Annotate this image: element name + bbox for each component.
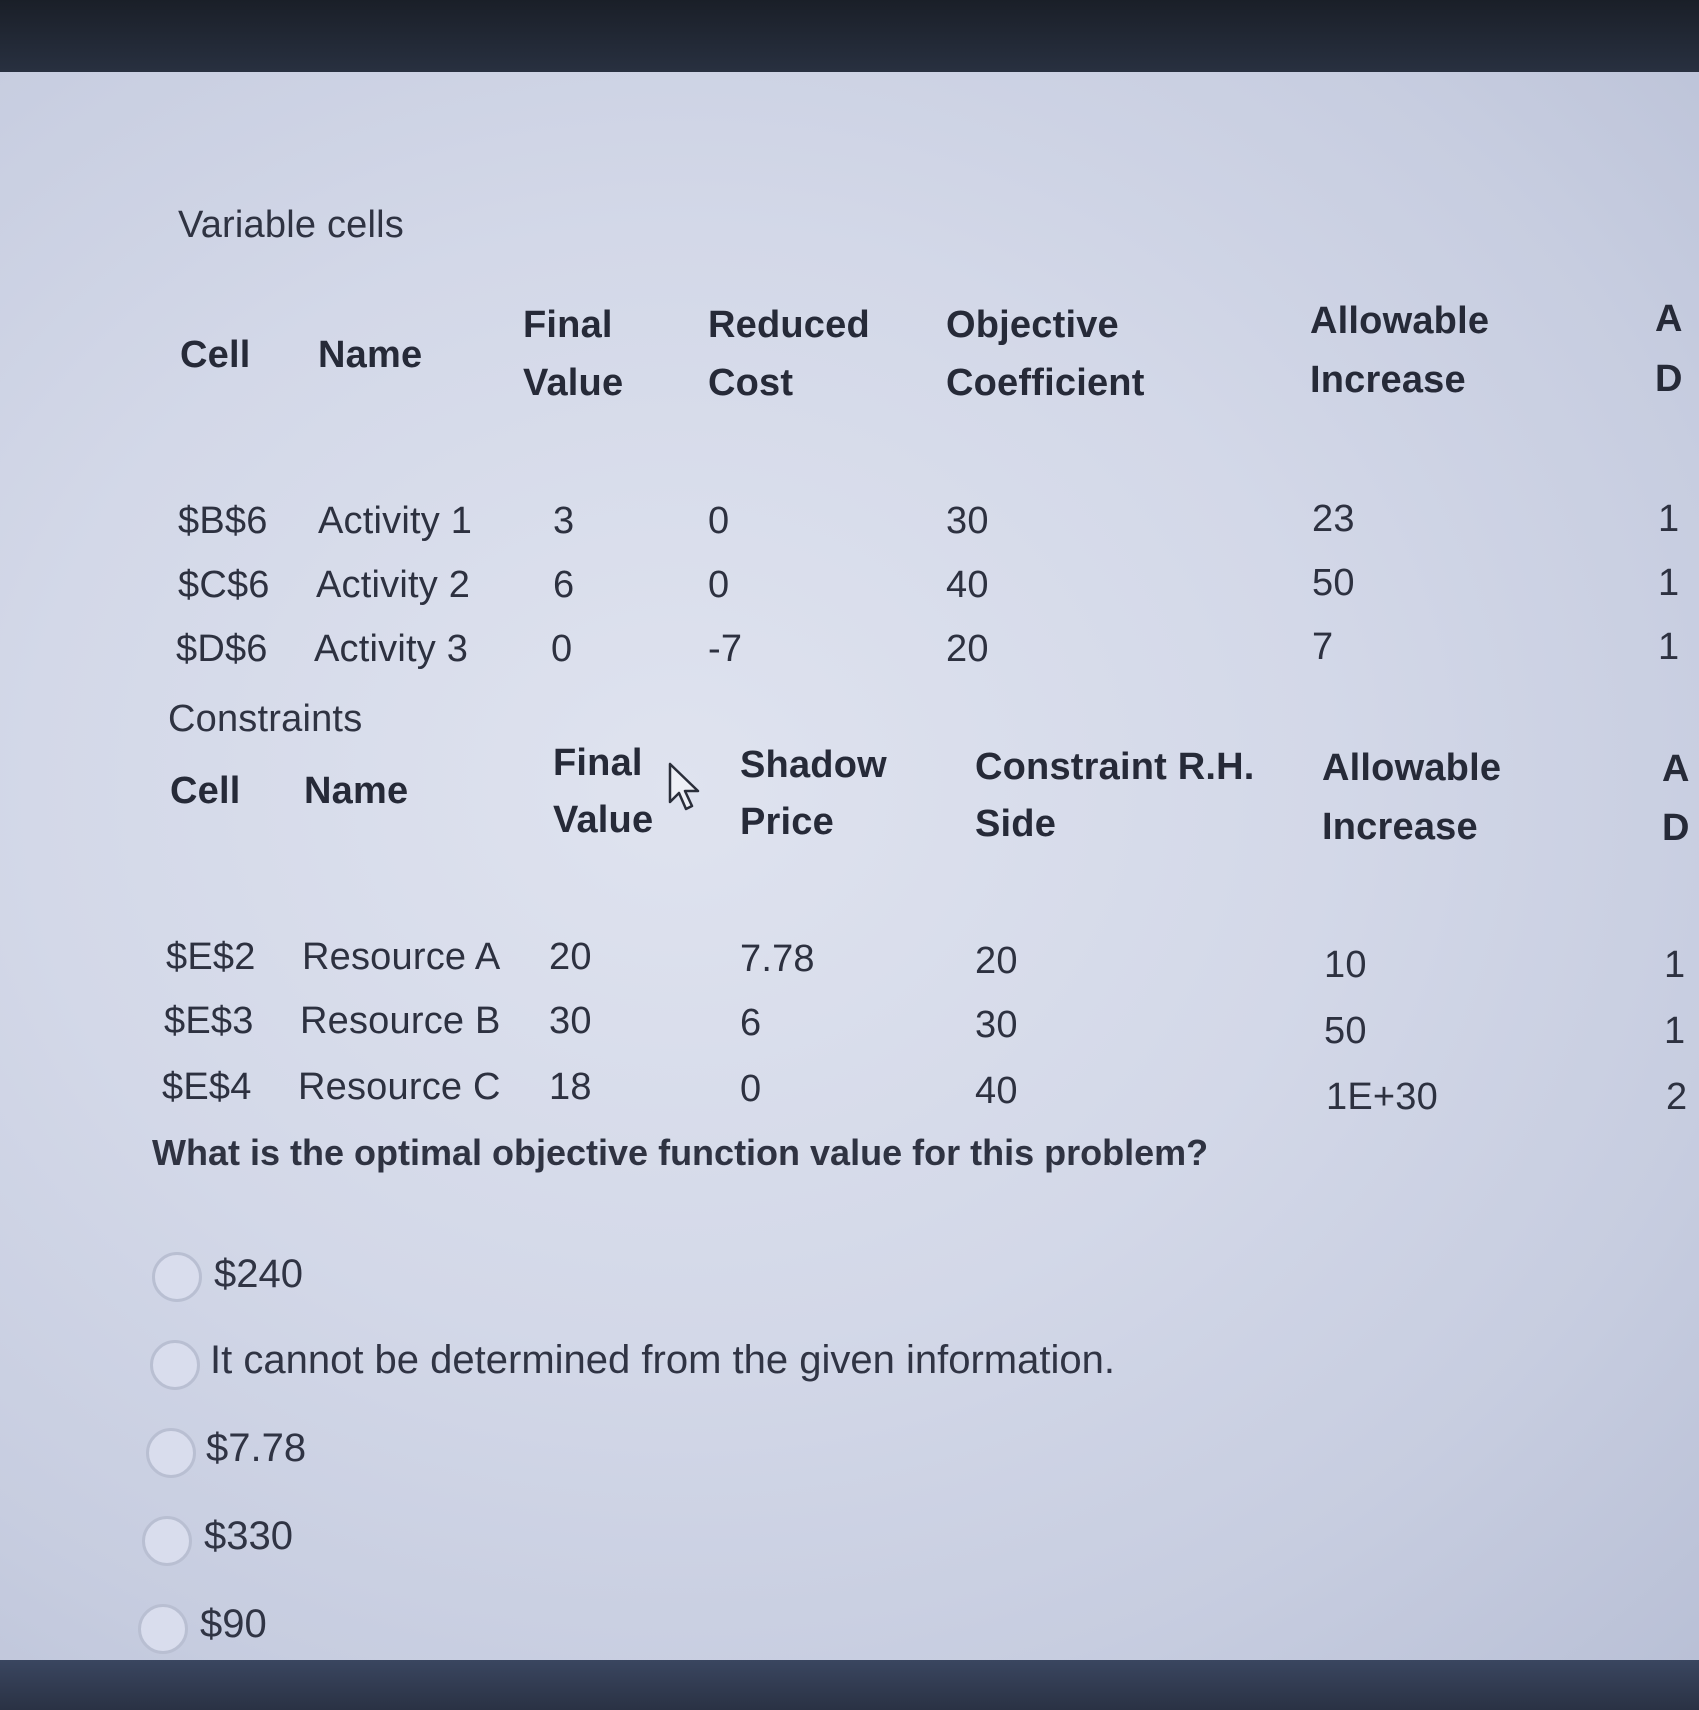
vc-row1-final: 3 (553, 500, 575, 542)
ct-header-allowable-2: Increase (1322, 806, 1478, 848)
option-330-radio[interactable] (142, 1516, 192, 1566)
vc-header-decrease-1: A (1655, 298, 1683, 340)
vc-row3-reduced: -7 (708, 628, 743, 670)
vc-row3-objective: 20 (946, 628, 989, 670)
vc-row1-decrease: 1 (1658, 498, 1680, 540)
ct-row3-shadow: 0 (740, 1068, 762, 1110)
ct-header-decrease-2: D (1662, 807, 1690, 849)
vc-row3-cell: $D$6 (176, 628, 268, 670)
ct-header-shadow-2: Price (740, 801, 834, 843)
vc-row3-decrease: 1 (1658, 626, 1680, 668)
ct-row1-rhs: 20 (975, 940, 1018, 982)
mouse-pointer-icon (668, 762, 704, 814)
ct-row3-rhs: 40 (975, 1070, 1018, 1112)
ct-row1-decrease: 1 (1664, 944, 1686, 986)
vc-row2-decrease: 1 (1658, 562, 1680, 604)
vc-header-objective-1: Objective (946, 304, 1119, 346)
ct-header-final-1: Final (553, 742, 643, 784)
vc-row1-name: Activity 1 (318, 500, 473, 542)
vc-row2-name: Activity 2 (316, 564, 471, 606)
question-text: What is the optimal objective function value for this problem? (152, 1132, 1209, 1173)
ct-row3-decrease: 2 (1666, 1076, 1688, 1118)
ct-row3-allowable: 1E+30 (1326, 1076, 1438, 1118)
vc-header-allowable-2: Increase (1310, 359, 1466, 401)
vc-header-final-2: Value (523, 362, 624, 404)
vc-row2-reduced: 0 (708, 564, 730, 606)
vc-row3-final: 0 (551, 628, 573, 670)
ct-row2-decrease: 1 (1664, 1010, 1686, 1052)
vc-row1-allowable: 23 (1312, 498, 1355, 540)
variable-cells-title: Variable cells (178, 204, 404, 246)
ct-header-rhs-1: Constraint R.H. (975, 746, 1255, 788)
ct-header-allowable-1: Allowable (1322, 747, 1502, 789)
ct-row3-final: 18 (549, 1066, 592, 1108)
vc-header-decrease-2: D (1655, 358, 1683, 400)
vc-header-cell: Cell (180, 334, 251, 376)
ct-header-final-2: Value (553, 799, 654, 841)
ct-row1-final: 20 (549, 936, 592, 978)
vc-header-reduced-2: Cost (708, 362, 794, 404)
ct-header-shadow-1: Shadow (740, 744, 887, 786)
vc-header-allowable-1: Allowable (1310, 300, 1490, 342)
option-7-78-radio[interactable] (146, 1428, 196, 1478)
monitor-bottom-bezel (0, 1660, 1699, 1710)
option-240-label[interactable]: $240 (214, 1252, 303, 1296)
vc-header-reduced-1: Reduced (708, 304, 870, 346)
option-240-radio[interactable] (152, 1252, 202, 1302)
vc-row3-allowable: 7 (1312, 626, 1334, 668)
ct-row2-cell: $E$3 (164, 1000, 254, 1042)
monitor-top-bezel (0, 0, 1699, 72)
ct-row3-name: Resource C (298, 1066, 501, 1108)
vc-header-final-1: Final (523, 304, 613, 346)
vc-row1-cell: $B$6 (178, 500, 268, 542)
ct-row2-shadow: 6 (740, 1002, 762, 1044)
ct-header-rhs-2: Side (975, 803, 1057, 845)
vc-row2-final: 6 (553, 564, 575, 606)
option-330-label[interactable]: $330 (204, 1514, 293, 1558)
vc-row3-name: Activity 3 (314, 628, 469, 670)
option-7-78-label[interactable]: $7.78 (206, 1426, 307, 1470)
ct-row1-cell: $E$2 (166, 936, 256, 978)
ct-row2-allowable: 50 (1324, 1010, 1367, 1052)
ct-header-cell: Cell (170, 770, 241, 812)
ct-row1-name: Resource A (302, 936, 501, 978)
vc-row1-reduced: 0 (708, 500, 730, 542)
ct-header-name: Name (304, 770, 409, 812)
vc-row2-objective: 40 (946, 564, 989, 606)
quiz-screen (0, 72, 1699, 1660)
vc-row2-cell: $C$6 (178, 564, 270, 606)
option-90-label[interactable]: $90 (200, 1602, 267, 1646)
option-cannot-be-determined-label[interactable]: It cannot be determined from the given information. (210, 1338, 1115, 1382)
vc-row2-allowable: 50 (1312, 562, 1355, 604)
ct-row2-name: Resource B (300, 1000, 501, 1042)
ct-row3-cell: $E$4 (162, 1066, 252, 1108)
option-90-radio[interactable] (138, 1604, 188, 1654)
ct-row1-shadow: 7.78 (740, 938, 815, 980)
ct-row2-rhs: 30 (975, 1004, 1018, 1046)
option-cannot-be-determined-radio[interactable] (150, 1340, 200, 1390)
ct-header-decrease-1: A (1662, 748, 1690, 790)
ct-row2-final: 30 (549, 1000, 592, 1042)
vc-row1-objective: 30 (946, 500, 989, 542)
constraints-title: Constraints (168, 698, 363, 740)
vc-header-name: Name (318, 334, 423, 376)
ct-row1-allowable: 10 (1324, 944, 1367, 986)
vc-header-objective-2: Coefficient (946, 362, 1145, 404)
